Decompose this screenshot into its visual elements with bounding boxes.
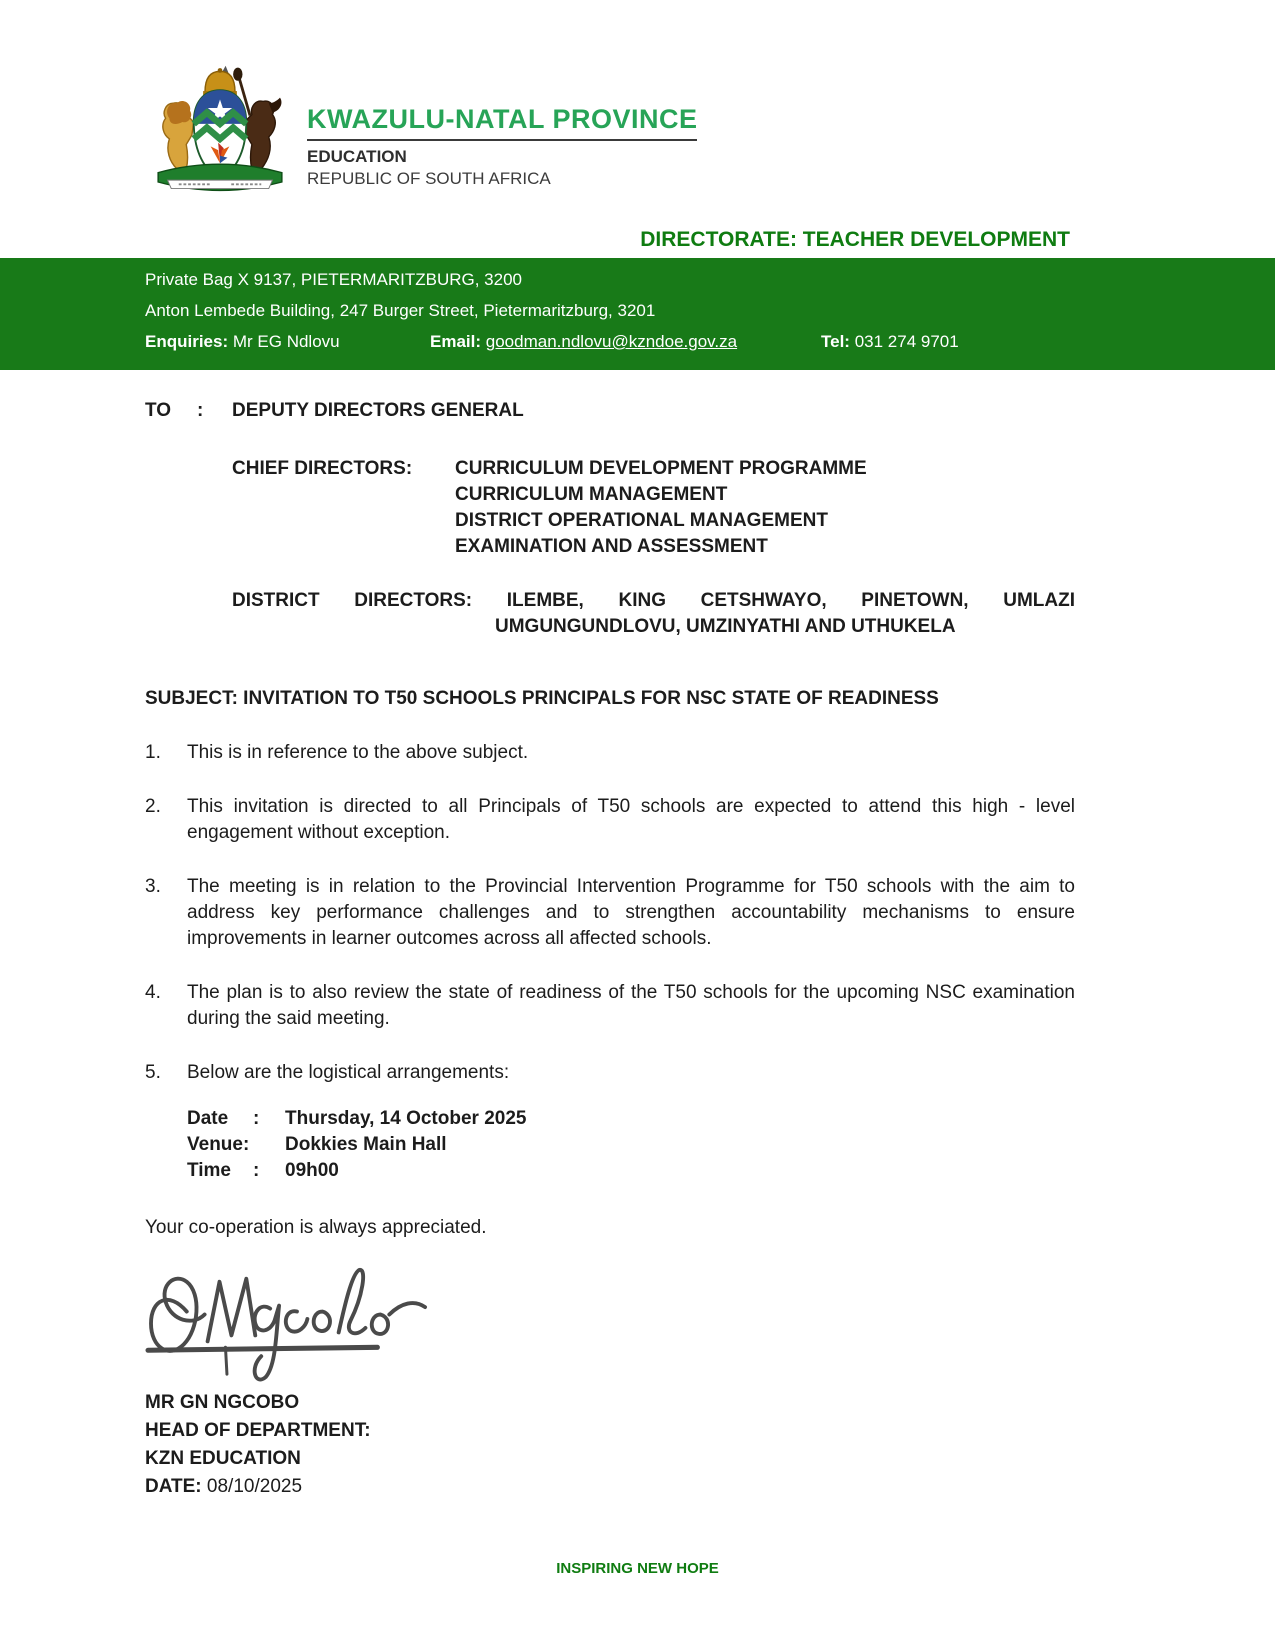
time-colon: : [253,1160,260,1181]
enquiries-value: Mr EG Ndlovu [232,332,340,351]
tel-value: 031 274 9701 [854,332,959,351]
closing-line: Your co-operation is always appreciated. [145,1217,487,1238]
numbered-paragraphs [145,740,1075,1086]
venue-colon [253,1132,285,1158]
paragraph-2 [145,794,1075,846]
date-label: Date [187,1108,229,1129]
email [430,332,737,352]
paragraph-text: Below are the logistical arrangements: [187,1062,510,1083]
country-title: REPUBLIC OF SOUTH AFRICA [307,169,551,188]
chief-director-item: EXAMINATION AND ASSESSMENT [455,536,768,557]
enquiries-label: Enquiries: [145,332,229,351]
paragraph-text: The plan is to also review the state of readiness of the T50 schools for the upcoming NSC examination during the said meeting. [187,982,1075,1029]
signatory-title: HEAD OF DEPARTMENT: [145,1420,371,1441]
chief-director-item: CURRICULUM DEVELOPMENT PROGRAMME [455,458,867,479]
logistics-block [187,1106,1075,1184]
paragraph-text: This invitation is directed to all Principals of T50 schools are expected to attend this high - level engagement without exception. [187,796,1075,843]
district-directors-line1: DISTRICT DIRECTORS: ILEMBE, KING CETSHWAYO, PINETOWN, UMLAZI [232,590,1075,611]
tel-label: Tel: [821,332,850,351]
to-line [145,398,1075,424]
to-colon: : [197,400,204,421]
signatory-block [145,1389,1075,1501]
directorate-heading: DIRECTORATE: TEACHER DEVELOPMENT [640,228,1070,251]
signatory-org: KZN EDUCATION [145,1448,301,1469]
letterhead-text [307,62,697,189]
letter-body [145,370,1075,1501]
paragraph-number: 3. [145,876,161,897]
date-value: Thursday, 14 October 2025 [285,1108,527,1129]
postal-address: Private Bag X 9137, PIETERMARITZBURG, 3200 [145,270,522,289]
paragraph-text: This is in reference to the above subject. [187,742,529,763]
street-address: Anton Lembede Building, 247 Burger Street, Pietermaritzburg, 3201 [145,301,656,320]
logistics-date [187,1106,1075,1132]
date-colon: : [253,1108,260,1129]
enquiries [145,332,340,352]
province-title: KWAZULU-NATAL PROVINCE [307,104,697,141]
venue-label: Venue: [187,1134,250,1155]
time-label: Time [187,1160,232,1181]
motto-footer: INSPIRING NEW HOPE [556,1560,719,1577]
department-title: EDUCATION [307,147,407,166]
time-value: 09h00 [285,1160,339,1181]
paragraph-number: 2. [145,796,161,817]
district-directors-block [232,588,1075,640]
chief-directors-block [232,456,1075,560]
paragraph-1 [145,740,1075,766]
paragraph-number: 1. [145,742,161,763]
signature-date-line [145,1473,1075,1501]
to-value: DEPUTY DIRECTORS GENERAL [232,400,524,421]
paragraph-4 [145,980,1075,1032]
email-link[interactable]: goodman.ndlovu@kzndoe.gov.za [485,332,738,351]
chief-director-item: DISTRICT OPERATIONAL MANAGEMENT [455,510,828,531]
paragraph-number: 5. [145,1062,161,1083]
paragraph-5 [145,1060,1075,1086]
chief-directors-list [455,456,1075,560]
chief-director-item: CURRICULUM MANAGEMENT [455,484,728,505]
address-banner [0,258,1275,370]
email-label: Email: [430,332,482,351]
venue-value: Dokkies Main Hall [285,1134,447,1155]
logistics-venue [187,1132,1075,1158]
signatory-name: MR GN NGCOBO [145,1392,300,1413]
subject-line: SUBJECT: INVITATION TO T50 SCHOOLS PRINCIPALS FOR NSC STATE OF READINESS [145,688,939,709]
telephone [821,332,959,352]
signature-image [141,1249,441,1389]
contact-row [145,332,1130,354]
signature-area [145,1247,1075,1387]
paragraph-text: The meeting is in relation to the Provincial Intervention Programme for T50 schools with the aim to address key performance challenges and to strengthen accountability mechanisms to ensure improvements in learner outcomes across all affected schools. [187,876,1075,949]
date-value: 08/10/2025 [206,1476,303,1497]
paragraph-number: 4. [145,982,161,1003]
chief-directors-label: CHIEF DIRECTORS: [232,458,413,479]
logistics-time [187,1158,1075,1184]
paragraph-3 [145,874,1075,952]
letterhead [145,62,1130,197]
district-directors-line2: UMGUNGUNDLOVU, UMZINYATHI AND UTHUKELA [495,616,956,637]
date-label: DATE: [145,1476,202,1497]
kzn-coat-of-arms-icon [145,62,295,197]
to-label: TO [145,400,172,421]
